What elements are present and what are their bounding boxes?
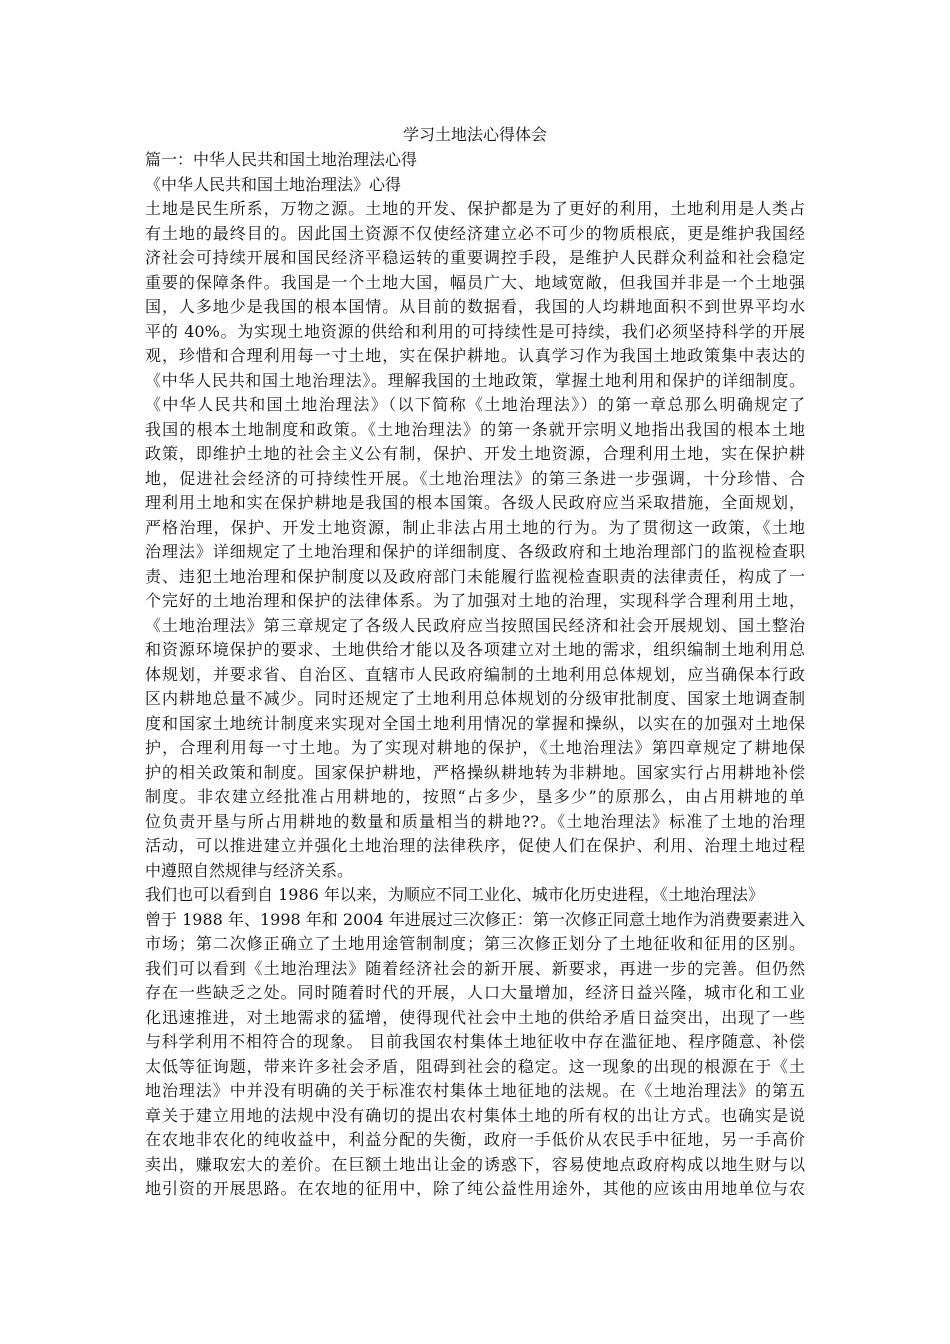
text-line: 存在一些缺乏之处。同时随着时代的开展，人口大量增加，经济日益兴隆，城市化和工业 <box>145 983 805 1002</box>
text-line: 责、违犯土地治理和保护制度以及政府部门未能履行监视检查职责的法律责任，构成了一 <box>145 566 805 586</box>
document-title: 学习土地法心得体会 <box>402 125 547 144</box>
text-line: 在农地非农化的纯收益中，利益分配的失衡，政府一手低价从农民手中征地，另一手高价 <box>145 1130 805 1149</box>
text-line: 市场；第二次修正确立了土地用途管制制度；第三次修正划分了土地征收和征用的区别。 <box>145 934 805 953</box>
text-line: 与科学利用不相符合的现象。 目前我国农村集体土地征收中存在滥征地、程序随意、补偿 <box>145 1032 805 1051</box>
text-line: 和资源环境保护的要求、土地供给才能以及各项建立对土地的需求，组织编制土地利用总 <box>145 640 805 659</box>
text-line: 我们可以看到《土地治理法》随着经济社会的新开展、新要求，再进一步的完善。但仍然 <box>145 958 805 978</box>
text-line: 个完好的土地治理和保护的法律体系。为了加强对土地的治理，实现科学合理利用土地， <box>145 591 805 610</box>
text-line: 治理法》详细规定了土地治理和保护的详细制度、各级政府和土地治理部门的监视检查职 <box>145 542 805 561</box>
text-line: 中遵照自然规律与经济关系。 <box>145 860 354 880</box>
text-line: 济社会可持续开展和国民经济平稳运转的重要调控手段，是维护人民群众利益和社会稳定 <box>145 248 805 267</box>
text-line: 国，人多地少是我国的根本国情。从目前的数据看，我国的人均耕地面积不到世界平均水 <box>145 297 805 316</box>
text-line: 《土地治理法》第三章规定了各级人民政府应当按照国民经济和社会开展规划、国土整治 <box>145 615 805 635</box>
text-line: 体规划，并要求省、自治区、直辖市人民政府编制的土地利用总体规划，应当确保本行政 <box>145 664 805 684</box>
text-line: 有土地的最终目的。因此国土资源不仅使经济建立必不可少的物质根底，更是维护我国经 <box>145 223 805 243</box>
text-line: 活动，可以推进建立并强化土地治理的法律秩序，促使人们在保护、利用、治理土地过程 <box>145 836 805 855</box>
text-line: 位负责开垦与所占用耕地的数量和质量相当的耕地??。《土地治理法》标准了土地的治理 <box>145 811 805 831</box>
text-line: 理利用土地和实在保护耕地是我国的根本国策。各级人民政府应当采取措施，全面规划， <box>145 493 805 512</box>
text-line: 区内耕地总量不减少。同时还规定了土地利用总体规划的分级审批制度、国家土地调查制 <box>145 689 805 708</box>
text-line: 政策，即维护土地的社会主义公有制，保护、开发土地资源，合理利用土地，实在保护耕 <box>145 444 805 463</box>
text-line: 我们也可以看到自 1986 年以来，为顺应不同工业化、城市化历史进程，《土地治理法》 <box>145 885 764 904</box>
article-heading: 《中华人民共和国土地治理法》心得 <box>145 174 402 194</box>
body-text <box>145 197 805 1202</box>
text-line: 化迅速推进，对土地需求的猛增，使得现代社会中土地的供给矛盾日益突出，出现了一些 <box>145 1007 805 1027</box>
text-line: 度和国家土地统计制度来实现对全国土地利用情况的掌握和操纵，以实在的加强对土地保 <box>145 713 805 733</box>
text-line: 重要的保障条件。我国是一个土地大国，幅员广大、地域宽敞，但我国并非是一个土地强 <box>145 272 805 292</box>
text-line: 平的 40%。为实现土地资源的供给和利用的可持续性是可持续，我们必须坚持科学的开展 <box>145 321 805 341</box>
text-line: 太低等征询题，带来许多社会矛盾，阻碍到社会的稳定。这一现象的出现的根源在于《土 <box>145 1056 805 1076</box>
text-line: 严格治理，保护、开发土地资源，制止非法占用土地的行为。为了贯彻这一政策，《土地 <box>145 517 805 537</box>
text-line: 《中华人民共和国土地治理法》（以下简称《土地治理法》）的第一章总那么明确规定了 <box>145 395 805 414</box>
text-line: 地引资的开展思路。在农地的征用中，除了纯公益性用途外，其他的应该由用地单位与农 <box>145 1179 805 1198</box>
text-line: 护的相关政策和制度。国家保护耕地，严格操纵耕地转为非耕地。国家实行占用耕地补偿 <box>145 762 805 782</box>
text-line: 我国的根本土地制度和政策。《土地治理法》的第一条就开宗明义地指出我国的根本土地 <box>145 419 805 439</box>
text-line: 制度。非农建立经批准占用耕地的，按照“占多少，垦多少”的原那么，由占用耕地的单 <box>145 787 805 806</box>
text-line: 章关于建立用地的法规中没有确切的提出农村集体土地的所有权的出让方式。也确实是说 <box>145 1105 805 1125</box>
text-line: 曾于 1988 年、1998 年和 2004 年进展过三次修正：第一次修正同意土地作为消费要素进入 <box>145 909 805 929</box>
text-line: 护，合理利用每一寸土地。为了实现对耕地的保护，《土地治理法》第四章规定了耕地保 <box>145 738 805 757</box>
text-line: 卖出，赚取宏大的差价。在巨额土地出让金的诱惑下，容易使地点政府构成以地生财与以 <box>145 1154 805 1174</box>
text-line: 观，珍惜和合理利用每一寸土地，实在保护耕地。认真学习作为我国土地政策集中表达的 <box>145 346 805 365</box>
text-line: 地，促进社会经济的可持续性开展。《土地治理法》的第三条进一步强调，十分珍惜、合 <box>145 468 805 488</box>
text-line: 地治理法》中并没有明确的关于标准农村集体土地征地的法规。在《土地治理法》的第五 <box>145 1081 805 1100</box>
text-line: 《中华人民共和国土地治理法》。理解我国的土地政策，掌握土地利用和保护的详细制度。 <box>145 370 805 390</box>
document-body <box>145 148 805 1202</box>
text-line: 土地是民生所系，万物之源。土地的开发、保护都是为了更好的利用，土地利用是人类占 <box>145 199 805 218</box>
section-heading: 篇一：中华人民共和国土地治理法心得 <box>145 150 418 169</box>
